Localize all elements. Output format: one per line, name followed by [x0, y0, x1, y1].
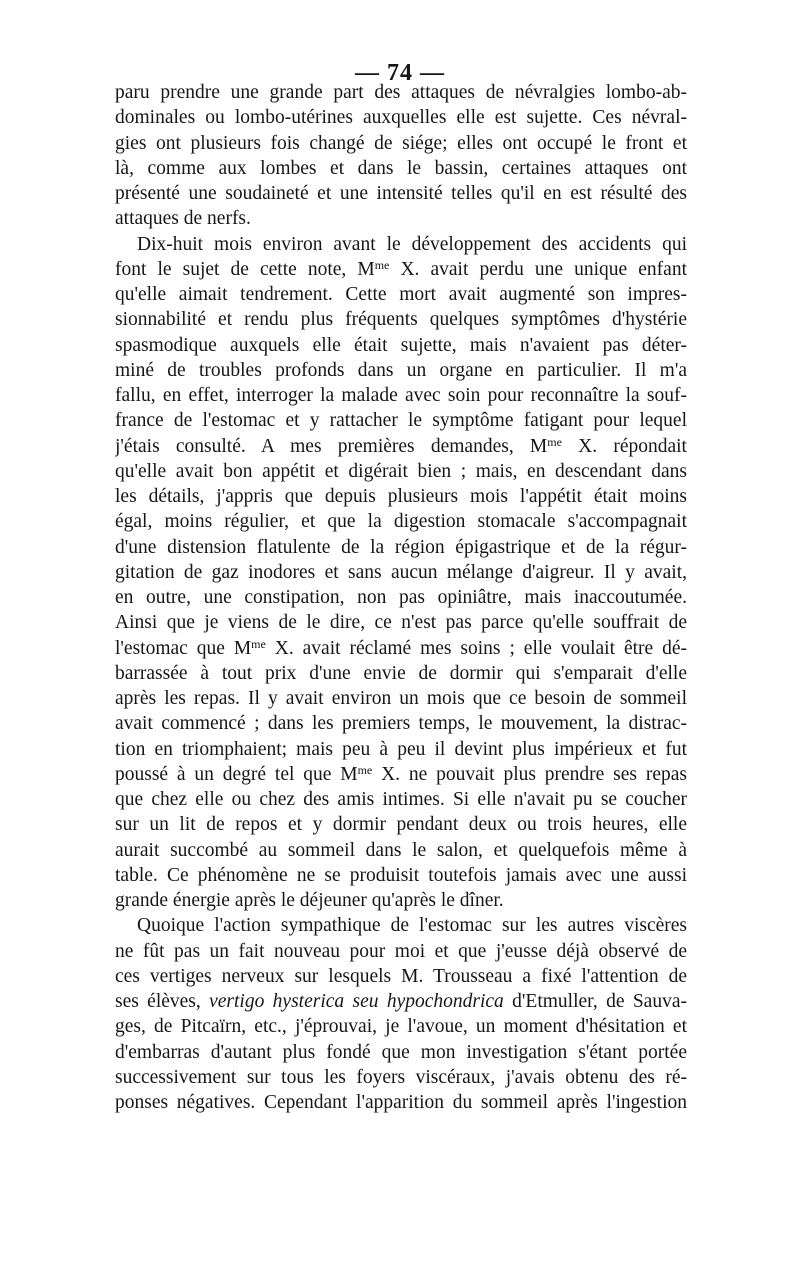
text-line: là, comme aux lombes et dans le bassin, certaines attaques ont — [115, 157, 687, 179]
page-number: — 74 — — [355, 60, 445, 86]
text-line: qu'elle aimait tendrement. Cette mort avait augmenté son impres- — [115, 284, 687, 305]
text-line: gies ont plusieurs fois changé de siége; elles ont occupé le front et — [115, 132, 687, 154]
text-line: Dix-huit mois environ avant le développement des accidents qui — [137, 233, 687, 255]
text-line: grande énergie après le déjeuner qu'après le dîner. — [115, 890, 504, 911]
text-line: gitation de gaz inodores et sans aucun mélange d'aigreur. Il y avait, — [115, 561, 687, 583]
text-line: ces vertiges nerveux sur lesquels M. Trousseau a fixé l'attention de — [115, 965, 687, 987]
text-line: table. Ce phénomène ne se produisit toutefois jamais avec une aussi — [115, 864, 687, 886]
text-line: ges, de Pitcaïrn, etc., j'éprouvai, je l'avoue, un moment d'hésitation et — [115, 1016, 687, 1038]
text-line: d'une distension flatulente de la région épigastrique et de la régur- — [115, 536, 687, 558]
text-line: aurait succombé au sommeil dans le salon, et quelquefois même à — [115, 839, 687, 861]
text-line: dominales ou lombo-utérines auxquelles elle est sujette. Ces névral- — [115, 107, 687, 129]
text-line: france de l'estomac et y rattacher le symptôme fatigant pour lequel — [115, 410, 687, 432]
text-line: font le sujet de cette note, $M^{me}$ X. avait perdu une unique enfant — [115, 257, 687, 280]
text-line: j'étais consulté. A mes premières demandes, $M^{me}$ X. répondait — [115, 434, 687, 457]
text-line: présenté une soudaineté et une intensité telles qu'il en est résulté des — [115, 183, 687, 204]
text-line: tion en triomphaient; mais peu à peu il devint plus impérieux et fut — [115, 738, 687, 760]
text-line: Quoique l'action sympathique de l'estomac sur les autres viscères — [137, 915, 687, 937]
text-line: qu'elle avait bon appétit et digérait bien ; mais, en descendant dans — [115, 460, 687, 482]
text-line: en outre, une constipation, non pas opiniâtre, mais inaccoutumée. — [115, 587, 687, 608]
text-line: d'embarras d'autant plus fondé que mon investigation s'étant portée — [115, 1041, 687, 1063]
text-line: fallu, en effet, interroger la malade avec soin pour reconnaître la souf- — [115, 385, 687, 406]
text-line: successivement sur tous les foyers viscéraux, j'avais obtenu des ré- — [115, 1066, 687, 1088]
text-line: sur un lit de repos et y dormir pendant deux ou trois heures, elle — [115, 814, 687, 836]
text-line: ses élèves, vertigo hysterica seu hypochondrica d'Etmuller, de Sauva- — [115, 991, 687, 1012]
text-line: que chez elle ou chez des amis intimes. Si elle n'avait pu se coucher — [115, 789, 687, 810]
text-line: l'estomac que $M^{me}$ X. avait réclamé mes soins ; elle voulait être dé- — [115, 636, 687, 659]
text-line: sionnabilité et rendu plus fréquents quelques symptômes d'hystérie — [115, 309, 687, 331]
text-line: barrassée à tout prix d'une envie de dormir qui s'emparait d'elle — [115, 662, 687, 684]
text-line: paru prendre une grande part des attaques de névralgies lombo-ab- — [115, 82, 687, 103]
text-line: égal, moins régulier, et que la digestion stomacale s'accompagnait — [115, 511, 687, 533]
text-line: ponses négatives. Cependant l'apparition du sommeil après l'ingestion — [115, 1092, 687, 1113]
body-text — [115, 80, 687, 1115]
text-line: miné de troubles profonds dans un organe en particulier. Il m'a — [115, 359, 687, 381]
text-line: après les repas. Il y avait environ un mois que ce besoin de sommeil — [115, 688, 687, 709]
text-line: attaques de nerfs. — [115, 208, 251, 230]
text-line: ne fût pas un fait nouveau pour moi et que j'eusse déjà observé de — [115, 940, 687, 962]
text-line: avait commencé ; dans les premiers temps, le mouvement, la distrac- — [115, 713, 687, 735]
text-line: poussé à un degré tel que $M^{me}$ X. ne pouvait plus prendre ses repas — [115, 762, 687, 785]
text-line: spasmodique auxquels elle était sujette, mais n'avaient pas déter- — [115, 334, 687, 356]
text-line: Ainsi que je viens de le dire, ce n'est pas parce qu'elle souffrait de — [115, 612, 687, 634]
text-line: les détails, j'appris que depuis plusieurs mois l'appétit était moins — [115, 486, 687, 507]
